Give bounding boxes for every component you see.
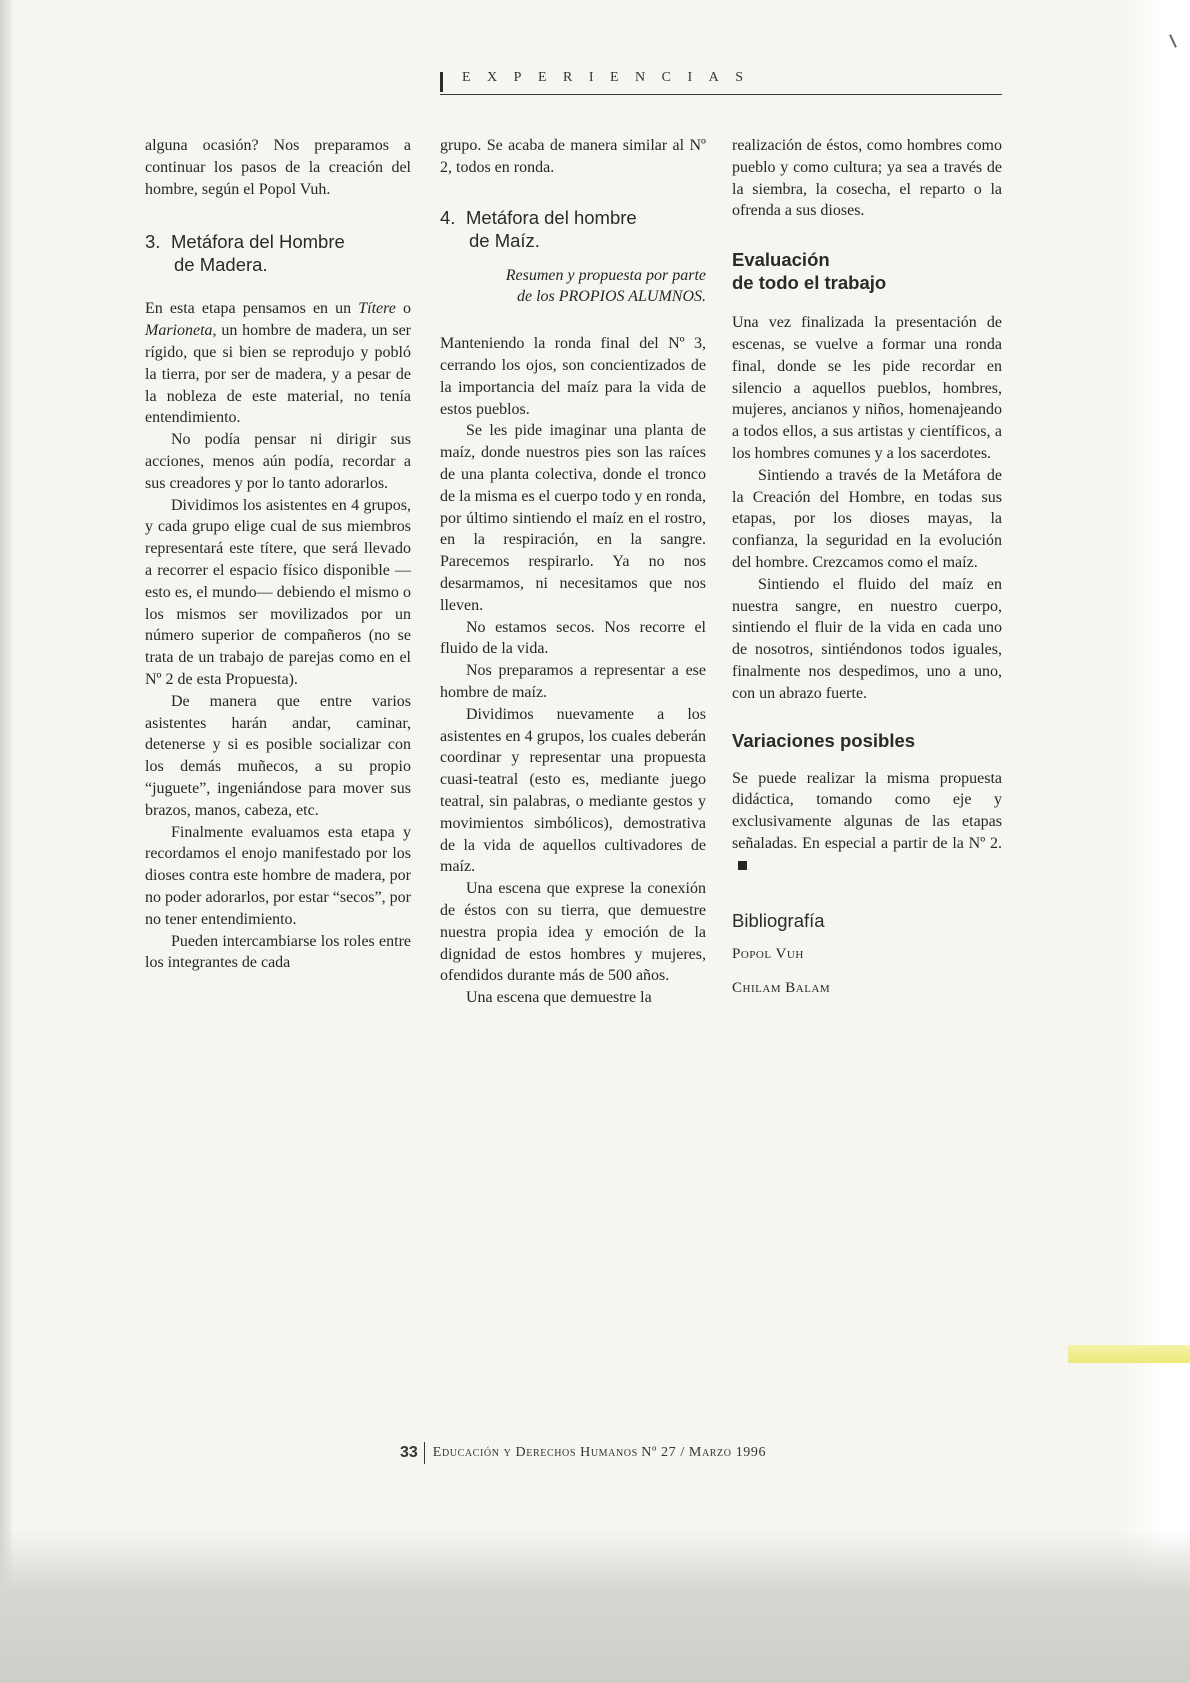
text: o: [395, 300, 411, 318]
section-heading-3: [145, 230, 411, 276]
column-2: [440, 135, 706, 1009]
paragraph: realización de éstos, como hombres como pueblo y como cultura; ya sea a través de la siembra, la cosecha, el reparto o la ofrenda a sus dioses.: [732, 137, 1002, 220]
heading-line-2: de Maíz.: [469, 229, 540, 251]
paragraph: Sintiendo a través de la Metáfora de la Creación del Hombre, en todas sus etapas, por los dioses mayas, la confianza, la seguridad en la evolución del hombre. Crezcamos como el maíz.: [732, 466, 1002, 571]
heading-line-2: de todo el trabajo: [732, 272, 887, 294]
paragraph: No podía pensar ni dirigir sus acciones, menos aún podía, recordar a sus creadores y por lo tanto adorarlos.: [145, 431, 411, 492]
bibliography-heading: Bibliografía: [732, 909, 825, 931]
yellow-page-edge: [1068, 1345, 1190, 1363]
heading-line-1: Evaluación: [732, 249, 830, 271]
paragraph: Una escena que demuestre la: [466, 989, 652, 1007]
paragraph: Una vez finalizada la presentación de escenas, se vuelve a formar una ronda final, donde se les pide recordar en silencio a aquellos pueblos, hombres, mujeres, ancianos y niños, homenajeando a todos ellos, a sus artistas y científicos, a los hombres comunes y a los sacerdotes.: [732, 314, 1002, 462]
paragraph: Dividimos nuevamente a los asistentes en 4 grupos, los cuales deberán coordinar y representar una propuesta cuasi-teatral (esto es, mediante juego teatral, sin palabras, o mediante gestos y movimientos simbólicos), demostrativa de la vida de aquellos cultivadores de maíz.: [440, 705, 706, 876]
paragraph: Manteniendo la ronda final del Nº 3, cerrando los ojos, son concientizados de la importancia del maíz para la vida de estos pueblos.: [440, 335, 706, 418]
paragraph: Nos preparamos a representar a ese hombre de maíz.: [440, 662, 706, 701]
paragraph: Se les pide imaginar una planta de maíz, donde nuestros pies son las raíces de una planta colectiva, donde el tronco de la misma es el cuerpo todo y en ronda, por último sintiendo el maíz en el rostro, en la respiración, en la sangre. Parecemos respirarlo. Ya no nos desarmamos, ni necesitamos que nos lleven.: [440, 422, 706, 614]
footer-divider: [424, 1442, 425, 1464]
section-title: EXPERIENCIAS: [462, 70, 760, 85]
section-heading-4: [440, 206, 706, 252]
heading-number: 3.: [145, 231, 161, 253]
page-footer: [400, 1442, 766, 1470]
paragraph: Pueden intercambiarse los roles entre los integrantes de cada: [145, 932, 411, 972]
italic-text: Marioneta: [145, 322, 213, 340]
paragraph: Dividimos los asistentes en 4 grupos, y cada grupo elige cual de sus miembros representará este títere, que será llevado a recorrer el espacio físico disponible —esto es, el mundo— debiendo el mismo o los mismos ser movilizados por un número superior de compañeros (no se trata de un trabajo de parejas como en el Nº 2 de esta Propuesta).: [145, 496, 411, 688]
scan-gutter: [0, 0, 12, 1683]
summary-line: Resumen y propuesta por parte: [505, 266, 706, 284]
summary-line: de los PROPIOS ALUMNOS.: [516, 288, 706, 306]
heading-number: 4.: [440, 206, 456, 228]
bibliography-item: Popol Vuh: [732, 945, 804, 962]
paragraph: No estamos secos. Nos recorre el fluido de la vida.: [440, 618, 706, 658]
bibliography-item: Chilam Balam: [732, 979, 831, 996]
heading-line-2: de Madera.: [174, 254, 268, 276]
heading-line-1: Metáfora del Hombre: [171, 231, 345, 253]
section-header: [440, 68, 1002, 95]
italic-text: Títere: [358, 300, 396, 318]
paragraph: [145, 298, 411, 429]
heading-line-1: Metáfora del hombre: [466, 206, 637, 228]
paragraph: De manera que entre varios asistentes harán andar, caminar, detenerse y si es posible socializar con los demás muñecos, a su propio “juguete”, ingeniándose para mover sus brazos, manos, cabeza, etc.: [145, 692, 411, 819]
summary-note: [440, 265, 706, 309]
paragraph: alguna ocasión? Nos preparamos a continuar los pasos de la creación del hombre, según el Popol Vuh.: [145, 137, 411, 198]
evaluation-heading: [732, 248, 1002, 294]
variations-heading: Variaciones posibles: [732, 729, 916, 751]
text: Se puede realizar la misma propuesta didáctica, tomando como eje y exclusivamente algunas de las etapas señaladas. En especial a partir de la Nº 2.: [732, 769, 1002, 852]
page-number: 33: [400, 1444, 418, 1461]
paragraph: [732, 768, 1002, 877]
end-mark-icon: [738, 861, 747, 870]
header-bar: [440, 72, 443, 92]
publication-name: Educación y Derechos Humanos: [432, 1445, 638, 1460]
paragraph: Una escena que exprese la conexión de éstos con su tierra, que demuestre nuestra propia idea y emoción de la dignidad de estos hombres y mujeres, ofendidos durante más de 500 años.: [440, 880, 706, 985]
issue-info: Nº 27 / Marzo 1996: [641, 1445, 767, 1460]
page-edge: [1120, 0, 1190, 1683]
scan-shadow: [0, 1530, 1190, 1683]
paragraph: Finalmente evaluamos esta etapa y recordamos el enojo manifestado por los dioses contra este hombre de madera, por no poder adorarlos, por estar “secos”, por no tener entendimiento.: [145, 823, 411, 928]
text: , un hombre de madera, un ser rígido, que si bien se reprodujo y pobló la tierra, por ser de madera, y a pesar de la nobleza de este material, no tenía entendimiento.: [145, 322, 411, 427]
text: En esta etapa pensamos en un: [145, 300, 359, 318]
column-3: [732, 135, 1002, 998]
paragraph: Sintiendo el fluido del maíz en nuestra sangre, en nuestro cuerpo, sintiendo el fluir de la vida en cada uno de nosotros, sintiéndonos todos iguales, finalmente nos despedimos, uno a uno, con un abrazo fuerte.: [732, 575, 1002, 702]
column-1: [145, 135, 411, 974]
paragraph: grupo. Se acaba de manera similar al Nº 2, todos en ronda.: [440, 137, 706, 176]
